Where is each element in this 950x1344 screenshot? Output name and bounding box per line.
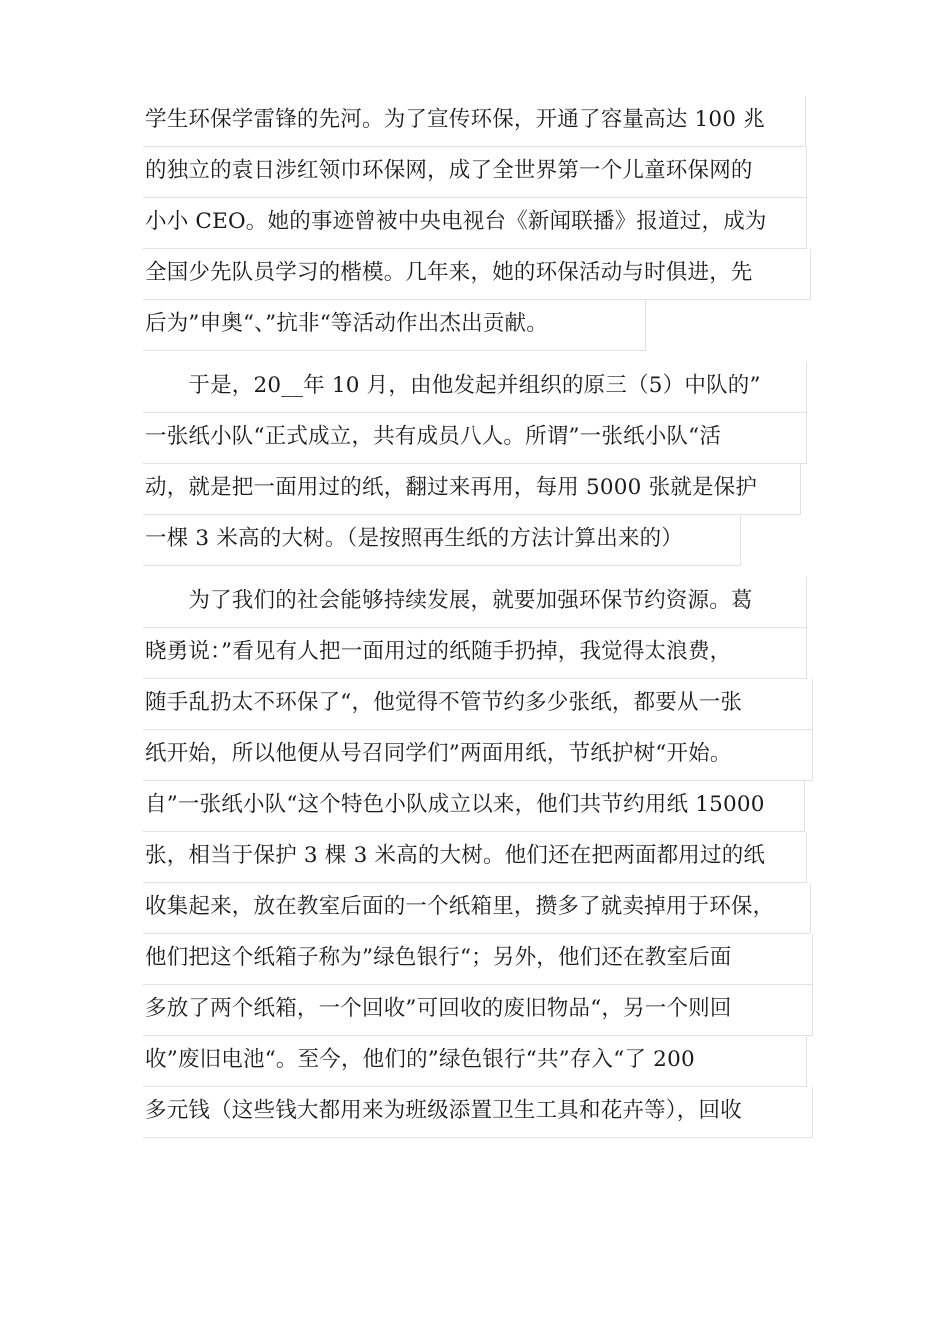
text-line: 全国少先队员学习的楷模。几年来，她的环保活动与时俱进，先 — [143, 249, 811, 300]
text-line: 小小 CEO。她的事迹曾被中央电视台《新闻联播》报道过，成为 — [143, 198, 807, 249]
text-line: 收集起来，放在教室后面的一个纸箱里，攒多了就卖掉用于环保， — [143, 883, 811, 934]
text-line: 后为”申奥“、”抗非“等活动作出杰出贡献。 — [143, 300, 646, 351]
text-line: 一棵 3 米高的大树。（是按照再生纸的方法计算出来的） — [143, 515, 741, 566]
text-line: 收”废旧电池“。至今，他们的”绿色银行“共”存入“了 200 — [143, 1036, 807, 1087]
text-line: 张，相当于保护 3 棵 3 米高的大树。他们还在把两面都用过的纸 — [143, 832, 807, 883]
text-line: 于是，20__年 10 月，由他发起并组织的原三（5）中队的” — [143, 362, 807, 413]
text-line: 学生环保学雷锋的先河。为了宣传环保，开通了容量高达 100 兆 — [143, 96, 806, 147]
text-line: 为了我们的社会能够持续发展，就要加强环保节约资源。葛 — [143, 577, 807, 628]
paragraph-1 — [143, 96, 811, 351]
text-line: 他们把这个纸箱子称为”绿色银行“；另外，他们还在教室后面 — [143, 934, 813, 985]
text-line: 晓勇说：”看见有人把一面用过的纸随手扔掉，我觉得太浪费， — [143, 628, 807, 679]
text-line: 一张纸小队“正式成立，共有成员八人。所谓”一张纸小队“活 — [143, 413, 807, 464]
text-line: 自”一张纸小队“这个特色小队成立以来，他们共节约用纸 15000 — [143, 781, 805, 832]
text-line: 随手乱扔太不环保了“，他觉得不管节约多少张纸，都要从一张 — [143, 679, 813, 730]
paragraph-2 — [143, 362, 807, 566]
text-line: 纸开始，所以他便从号召同学们”两面用纸，节纸护树“开始。 — [143, 730, 813, 781]
text-line: 的独立的袁日涉红领巾环保网，成了全世界第一个儿童环保网的 — [143, 147, 807, 198]
paragraph-3 — [143, 577, 813, 1138]
text-line: 多放了两个纸箱，一个回收”可回收的废旧物品“，另一个则回 — [143, 985, 813, 1036]
text-line: 动，就是把一面用过的纸，翻过来再用，每用 5000 张就是保护 — [143, 464, 801, 515]
text-line: 多元钱（这些钱大都用来为班级添置卫生工具和花卉等），回收 — [143, 1087, 813, 1138]
